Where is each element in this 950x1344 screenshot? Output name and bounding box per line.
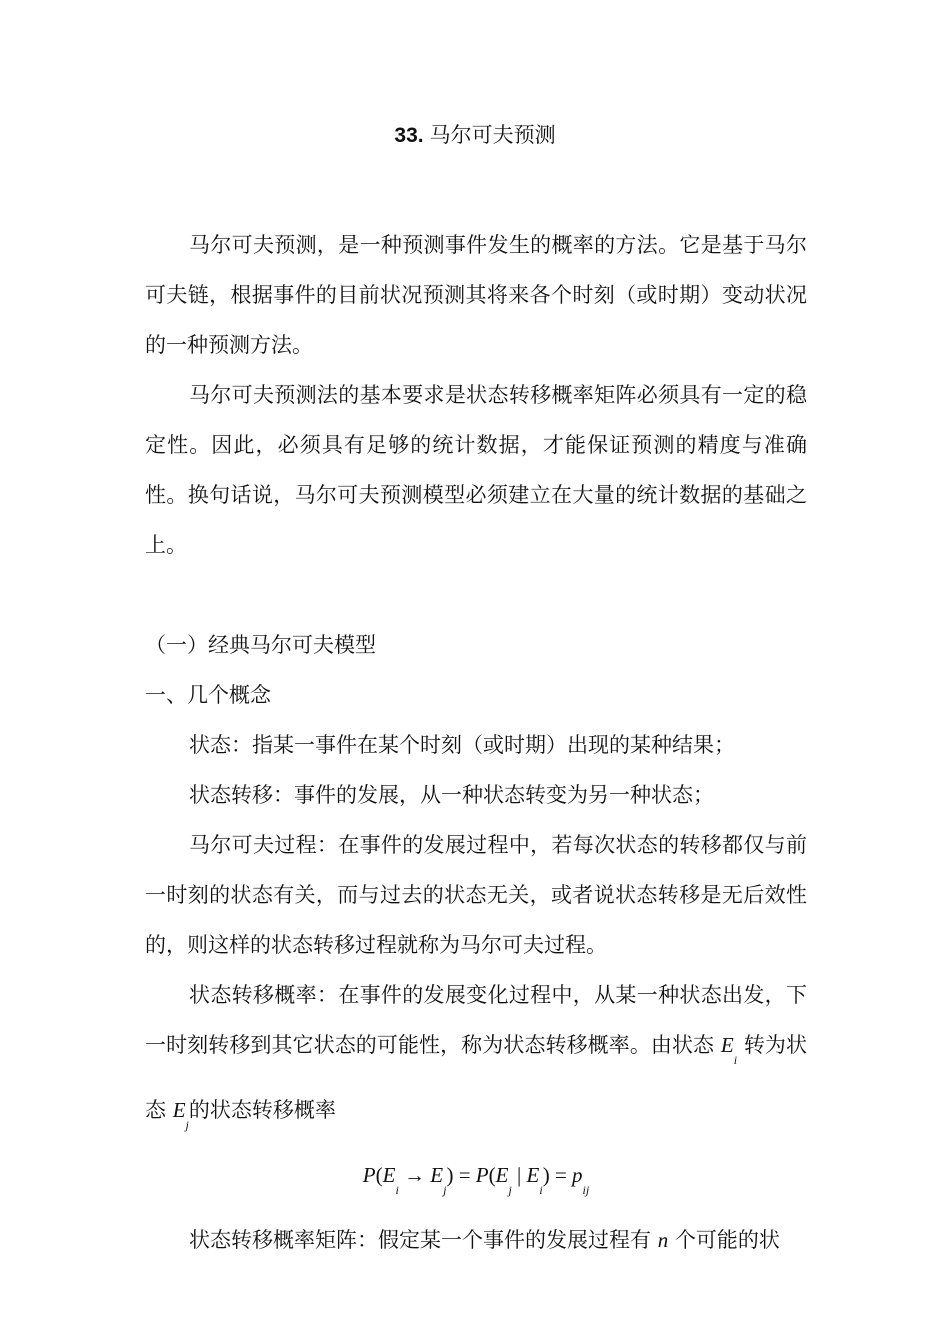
- transition-probability-text-c: 的状态转移概率: [188, 1098, 336, 1122]
- section-spacer: [145, 570, 807, 620]
- state-e-j: $E_j$: [172, 1098, 189, 1132]
- title-number: 33.: [394, 124, 424, 147]
- intro-paragraph-1: 马尔可夫预测，是一种预测事件发生的概率的方法。它是基于马尔可夫链，根据事件的目前状况预测其将来各个时刻（或时期）变动状况的一种预测方法。: [145, 233, 807, 357]
- state-count-n: n: [657, 1228, 669, 1252]
- title-text: 马尔可夫预测: [429, 123, 556, 147]
- section-heading: （一）经典马尔可夫模型: [145, 633, 376, 657]
- state-e-i: $E_i$: [720, 1033, 738, 1067]
- definition-transition: 状态转移：事件的发展，从一种状态转变为另一种状态；: [189, 783, 714, 807]
- transition-probability-text-a: 状态转移概率：在事件的发展变化过程中，从某一种状态出发，下一时刻转移到其它状态的可能性，称为状态转移概率。由状态: [145, 983, 807, 1057]
- definition-transition-probability: [145, 970, 807, 1150]
- intro-paragraph-2: 马尔可夫预测法的基本要求是状态转移概率矩阵必须具有一定的稳定性。因此，必须具有足够的统计数据，才能保证预测的精度与准确性。换句话说，马尔可夫预测模型必须建立在大量的统计数据的基础之上。: [145, 383, 807, 557]
- definition-transition-matrix: [145, 1215, 807, 1265]
- section-subheading: 一、几个概念: [145, 683, 271, 707]
- page-title: [0, 120, 950, 151]
- definition-markov-process: 马尔可夫过程：在事件的发展过程中，若每次状态的转移都仅与前一时刻的状态有关，而与过去的状态无关，或者说状态转移是无后效性的，则这样的状态转移过程就称为马尔可夫过程。: [145, 833, 807, 957]
- transition-matrix-text-a: 状态转移概率矩阵：假定某一个事件的发展过程有: [189, 1228, 651, 1252]
- document-body: [145, 220, 807, 1265]
- transition-matrix-text-b: 个可能的状: [674, 1228, 780, 1252]
- transition-probability-formula: $P(E_i \to E_j) = P(E_j$ | $E_i) = p_{ij}$: [362, 1163, 590, 1197]
- transition-probability-text-b: 转为状态: [145, 1033, 808, 1122]
- definition-state: 状态：指某一事件在某个时刻（或时期）出现的某种结果；: [189, 733, 735, 757]
